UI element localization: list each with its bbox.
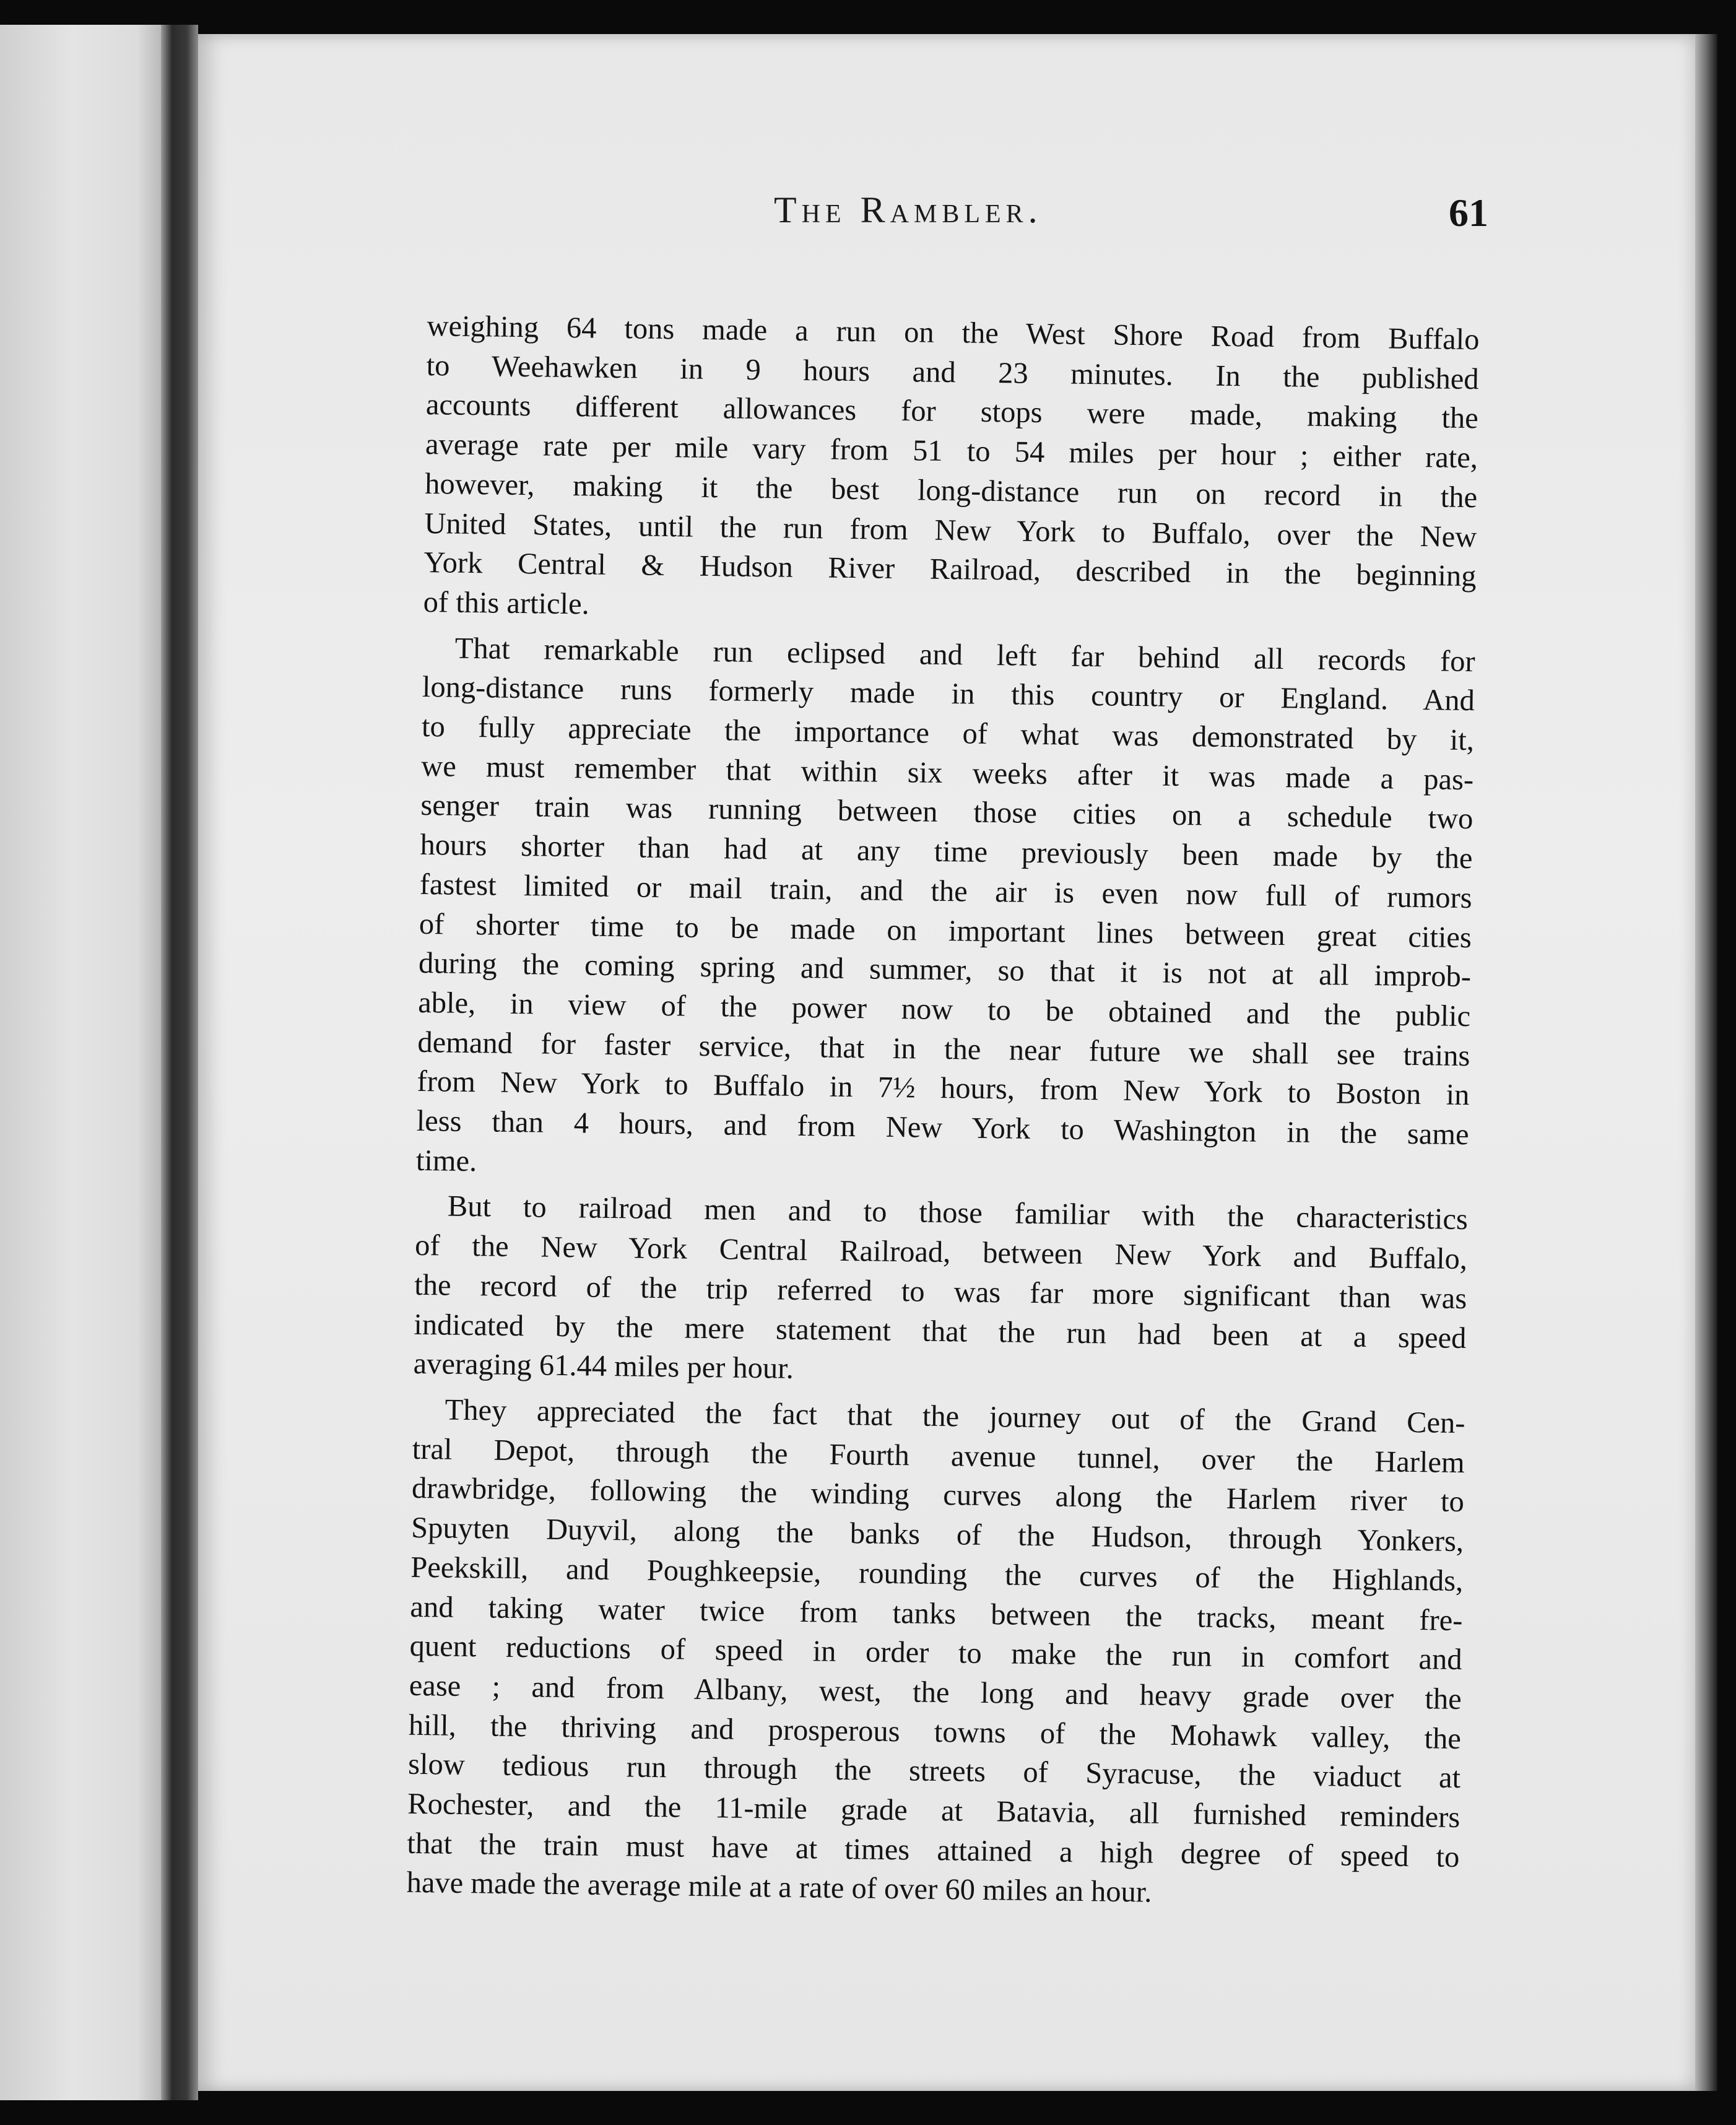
running-title: The Rambler. — [774, 189, 1043, 230]
text-line: able, in view of the power now to be obtained and the public — [417, 986, 1471, 1033]
text-line: senger train was running between those cities on a schedule two — [420, 789, 1473, 836]
book-gutter — [161, 25, 198, 2100]
text-line: quent reductions of speed in order to make the run in comfort and — [409, 1630, 1462, 1677]
text-line: to fully appreciate the importance of what was demonstrated by it, — [421, 710, 1475, 757]
text-line: weighing 64 tons made a run on the West Shore Road from Buffalo — [427, 309, 1480, 357]
text-line: tral Depot, through the Fourth avenue tunnel, over the Harlem — [412, 1432, 1465, 1479]
text-line: Rochester, and the 11-mile grade at Batavia, all furnished reminders — [407, 1787, 1460, 1835]
text-line: of shorter time to be made on important lines between great cities — [419, 907, 1472, 954]
paragraph — [416, 628, 1476, 1194]
text-line: less than 4 hours, and from New York to Washington in the same — [416, 1104, 1469, 1152]
paragraph — [413, 1186, 1468, 1397]
text-line: York Central & Hudson River Railroad, described in the beginning — [423, 546, 1477, 593]
text-line: slow tedious run through the streets of Syracuse, the viaduct at — [407, 1748, 1461, 1795]
text-line: They appreciated the fact that the journey out of the Grand Cen- — [445, 1393, 1465, 1440]
facing-page — [0, 25, 161, 2100]
page-number: 61 — [1449, 191, 1488, 235]
text-line: long-distance runs formerly made in this country or England. And — [422, 671, 1475, 718]
text-line: hours shorter than had at any time previously been made by the — [420, 828, 1473, 876]
text-line: to Weehawken in 9 hours and 23 minutes. In the published — [426, 349, 1479, 396]
paragraph — [423, 306, 1480, 636]
text-line: average rate per mile vary from 51 to 54 miles per hour ; either rate, — [425, 428, 1478, 475]
text-line: however, making it the best long-distance run on record in the — [424, 467, 1478, 515]
text-line: that the train must have at times attained a high degree of speed to — [407, 1827, 1460, 1874]
book-page — [198, 34, 1695, 2091]
text-line: fastest limited or mail train, and the air is even now full of rumors — [419, 867, 1472, 915]
text-line: and taking water twice from tanks between the tracks, meant fre- — [410, 1590, 1463, 1637]
text-line: But to railroad men and to those familiar with the characteristics — [447, 1190, 1469, 1236]
text-line: ease ; and from Albany, west, the long and heavy grade over the — [409, 1669, 1462, 1716]
text-line: drawbridge, following the winding curves along the Harlem river to — [411, 1472, 1465, 1519]
text-line: accounts different allowances for stops were made, making the — [425, 388, 1479, 435]
text-line: hill, the thriving and prosperous towns of the Mohawk valley, the — [408, 1708, 1462, 1755]
text-line: That remarkable run eclipsed and left far behind all records for — [454, 632, 1475, 678]
running-head — [198, 189, 1695, 276]
text-line: of the New York Central Railroad, between New York and Buffalo, — [414, 1229, 1468, 1276]
paragraph — [406, 1390, 1465, 1916]
text-line: time. — [415, 1144, 477, 1178]
text-line: we must remember that within six weeks after it was made a pas- — [420, 749, 1474, 796]
text-line: from New York to Buffalo in 7½ hours, from New York to Boston in — [417, 1065, 1470, 1112]
text-line: during the coming spring and summer, so that it is not at all improb- — [418, 947, 1472, 994]
text-line: United States, until the run from New York to Buffalo, over the New — [424, 506, 1477, 554]
text-line: Peekskill, and Poughkeepsie, rounding the curves of the Highlands, — [410, 1550, 1464, 1597]
text-line: Spuyten Duyvil, along the banks of the Hudson, through Yonkers, — [410, 1511, 1464, 1558]
text-line: the record of the trip referred to was far more significant than was — [414, 1268, 1467, 1315]
text-line: of this article. — [423, 585, 590, 621]
text-line: averaging 61.44 miles per hour. — [413, 1347, 794, 1386]
body-text — [406, 306, 1480, 1916]
text-line: indicated by the mere statement that the run had been at a speed — [414, 1308, 1467, 1355]
text-line: have made the average mile at a rate of over 60 miles an hour. — [406, 1866, 1152, 1909]
page-edge — [1695, 34, 1717, 2091]
text-line: demand for faster service, that in the near future we shall see trains — [417, 1025, 1470, 1072]
